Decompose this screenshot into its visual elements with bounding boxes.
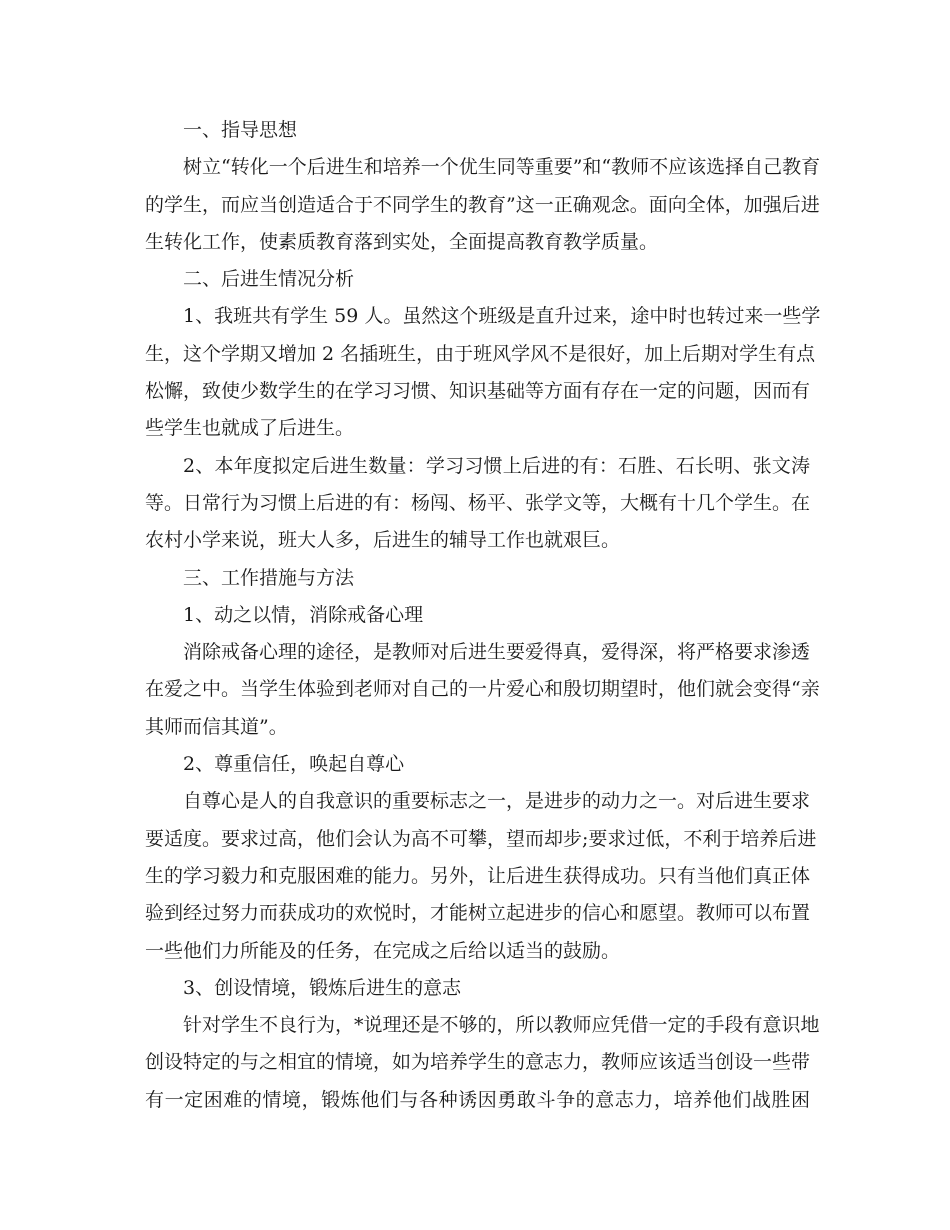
text-line: 自尊心是人的自我意识的重要标志之一，是进步的动力之一。对后进生要求 [183,790,811,813]
text-line: 在爱之中。当学生体验到老师对自己的一片爱心和殷切期望时，他们就会变得“亲 [145,678,820,701]
text-line: 生，这个学期又增加 2 名插班生，由于班风学风不是很好，加上后期对学生有点 [145,342,816,365]
text-line: 其师而信其道”。 [145,715,288,738]
text-line: 1、我班共有学生 59 人。虽然这个班级是直升过来，途中时也转过来一些学 [183,305,821,328]
text-line: 生的学习毅力和克服困难的能力。另外，让后进生获得成功。只有当他们真正体 [145,864,811,887]
text-line: 的学生，而应当创造适合于不同学生的教育”这一正确观念。面向全体，加强后进 [145,193,820,216]
text-line: 1、动之以情，消除戒备心理 [183,603,424,626]
text-line: 要适度。要求过高，他们会认为高不可攀，望而却步;要求过低，不利于培养后进 [145,827,817,850]
text-line: 创设特定的与之相宜的情境，如为培养学生的意志力，教师应该适当创设一些带 [145,1051,811,1074]
text-line: 三、工作措施与方法 [183,566,355,589]
text-line: 一、指导思想 [183,119,298,141]
text-line: 2、本年度拟定后进生数量：学习习惯上后进的有：石胜、石长明、张文涛 [183,454,810,477]
text-line: 2、尊重信任，唤起自尊心 [183,753,405,776]
text-line: 针对学生不良行为，*说理还是不够的，所以教师应凭借一定的手段有意识地 [183,1014,820,1037]
text-line: 树立“转化一个后进生和培养一个优生同等重要”和“教师不应该选择自己教育 [183,156,821,179]
text-line: 松懈，致使少数学生的在学习习惯、知识基础等方面有存在一定的问题，因而有 [145,380,811,403]
text-line: 生转化工作，使素质教育落到实处，全面提高教育教学质量。 [145,230,659,253]
text-line: 3、创设情境，锻炼后进生的意志 [183,976,462,999]
text-line: 有一定困难的情境，锻炼他们与各种诱因勇敢斗争的意志力，培养他们战胜困 [145,1088,810,1111]
text-line: 等。日常行为习惯上后进的有：杨闯、杨平、张学文等，大概有十几个学生。在 [145,491,811,514]
document-body [145,112,821,1119]
text-line: 消除戒备心理的途径，是教师对后进生要爱得真，爱得深，将严格要求渗透 [183,641,811,664]
text-line: 验到经过努力而获成功的欢悦时，才能树立起进步的信心和愿望。教师可以布置 [145,902,811,925]
text-line: 些学生也就成了后进生。 [145,417,355,440]
text-line: 一些他们力所能及的任务，在完成之后给以适当的鼓励。 [145,939,621,962]
text-line: 农村小学来说，班大人多，后进生的辅导工作也就艰巨。 [145,529,621,552]
text-line: 二、后进生情况分析 [183,268,355,291]
